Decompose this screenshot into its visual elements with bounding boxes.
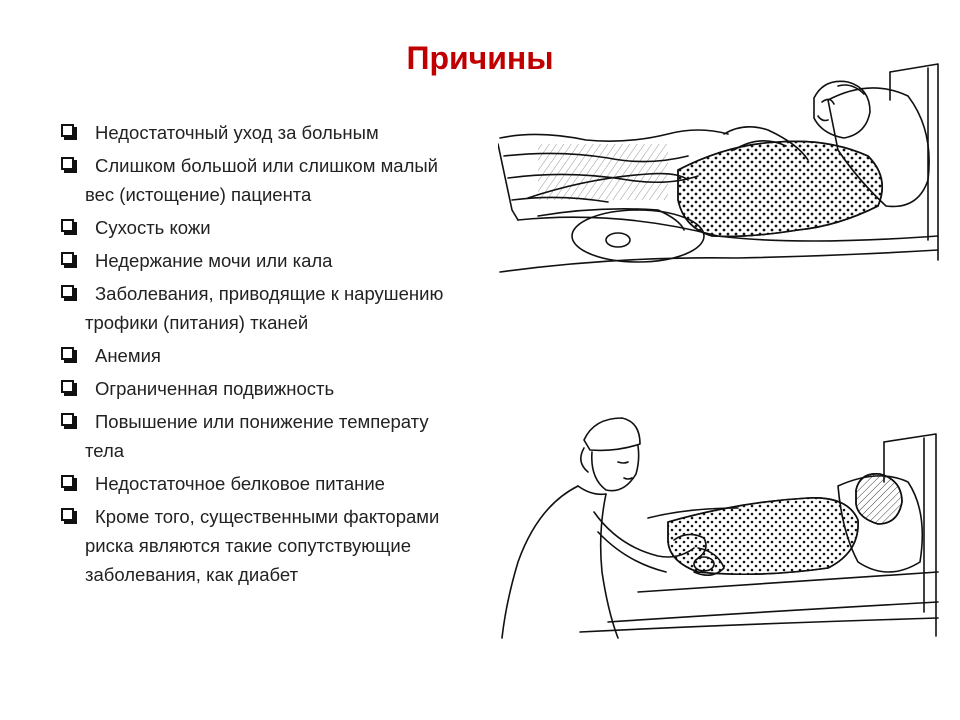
list-item-text: Недостаточное белковое питание [95,473,385,494]
checkbox-square-icon [61,508,74,521]
checkbox-square-icon [61,413,74,426]
list-item-text: Недостаточный уход за больным [95,122,379,143]
nurse-and-patient-illustration [498,412,948,642]
nurse-and-patient-drawing [498,412,948,642]
list-item-text: Сухость кожи [95,217,211,238]
list-item [60,407,520,465]
list-item [60,151,520,209]
patient-on-cushion-drawing [498,60,948,278]
list-item-text: Заболевания, приводящие к нарушению [95,283,444,304]
list-item-text: Недержание мочи или кала [95,250,333,271]
list-item-text: заболевания, как диабет [85,564,299,585]
checkbox-square-icon [61,219,74,232]
list-item [60,118,520,147]
checkbox-square-icon [61,157,74,170]
list-item [60,469,520,498]
slide-title: Причины [406,40,554,76]
checkbox-square-icon [61,475,74,488]
list-item [60,246,520,275]
list-item [60,341,520,370]
checkbox-square-icon [61,124,74,137]
list-item-text: риска являются такие сопутствующие [85,535,411,556]
list-item-text: Кроме того, существенными факторами [95,506,440,527]
list-item-text: трофики (питания) тканей [85,312,309,333]
causes-list [60,118,520,593]
checkbox-square-icon [61,347,74,360]
list-item-text: Анемия [95,345,161,366]
list-item-text: Слишком большой или слишком малый [95,155,438,176]
checkbox-square-icon [61,285,74,298]
list-item-text: тела [85,440,125,461]
list-item-text: вес (истощение) пациента [85,184,312,205]
list-item [60,502,520,589]
list-item [60,213,520,242]
list-item-text: Ограниченная подвижность [95,378,335,399]
list-item [60,374,520,403]
list-item-text: Повышение или понижение температу [95,411,429,432]
list-item [60,279,520,337]
checkbox-square-icon [61,380,74,393]
checkbox-square-icon [61,252,74,265]
patient-on-cushion-illustration [498,60,948,278]
